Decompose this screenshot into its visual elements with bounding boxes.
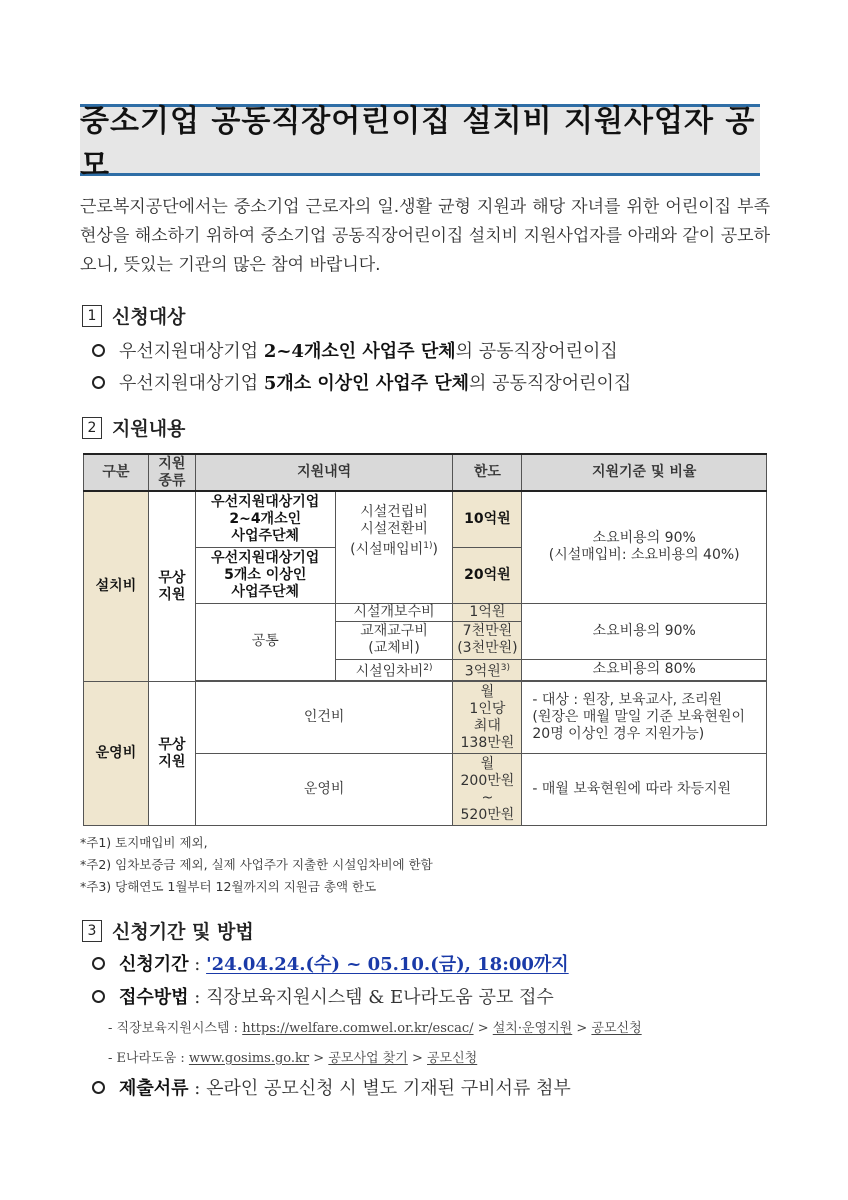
gosims-link[interactable]: www.gosims.go.kr xyxy=(188,1051,310,1066)
labor-item: 인건비 xyxy=(195,682,453,754)
criteria-common: 소요비용의 90% xyxy=(522,603,767,659)
common-label: 공통 xyxy=(195,603,335,681)
docs-row: 제출서류 : 온라인 공모신청 시 별도 기재된 구비서류 첨부 xyxy=(92,1074,571,1100)
period-row: 신청기간 : '24.04.24.(수) ~ 05.10.(금), 18:00까지 xyxy=(92,950,569,976)
footnote-2: *주2) 임차보증금 제외, 실제 사업주가 지출한 시설임차비에 한함 xyxy=(80,857,433,872)
section-3-heading xyxy=(82,917,254,944)
labor-criteria: - 대상 : 원장, 보육교사, 조리원 (원장은 매월 말일 기준 보육현원이 20명 이상인 경우 지원가능) xyxy=(522,682,767,754)
opex-item: 운영비 xyxy=(195,754,453,826)
group-5plus: 우선지원대상기업 5개소 이상인 사업주단체 xyxy=(195,547,335,603)
section-title: 지원내용 xyxy=(112,418,186,440)
limit-10: 10억원 xyxy=(453,491,522,547)
improve-item: 시설개보수비 xyxy=(335,603,453,621)
opex-limit: 월 200만원 ~ 520만원 xyxy=(453,754,522,826)
improve-limit: 1억원 xyxy=(453,603,522,621)
footnote-3: *주3) 당해연도 1월부터 12월까지의 지원금 총액 한도 xyxy=(80,879,377,894)
section-number: 1 xyxy=(82,305,102,327)
rent-limit: 3억원$^{3)}$ xyxy=(453,659,522,681)
support-table xyxy=(83,453,767,826)
section-number: 3 xyxy=(82,920,102,942)
period-value: '24.04.24.(수) ~ 05.10.(금), 18:00까지 xyxy=(206,954,569,975)
setup-items: 시설건립비 시설전환비 (시설매입비$^{1)}$) xyxy=(335,491,453,603)
section-number: 2 xyxy=(82,417,102,439)
type-operation: 무상 지원 xyxy=(148,682,195,826)
section-1-heading xyxy=(82,302,185,329)
circle-bullet-icon xyxy=(92,990,105,1003)
material-item: 교재교구비 (교체비) xyxy=(335,621,453,659)
footnote-1: *주1) 토지매입비 제외, xyxy=(80,835,208,850)
intro-paragraph: 근로복지공단에서는 중소기업 근로자의 일.생활 균형 지원과 해당 자녀를 위한 어린이집 부족 현상을 해소하기 위하여 중소기업 공동직장어린이집 설치비 지원사업자를 아래와 같이 공모하오니, 뜻있는 기관의 많은 참여 바랍니다. xyxy=(80,197,770,275)
header-category: 구분 xyxy=(84,454,149,491)
path-find-project[interactable]: 공모사업 찾기 xyxy=(328,1051,408,1066)
target-item-1: 우선지원대상기업 2~4개소인 사업주 단체의 공동직장어린이집 xyxy=(92,337,618,363)
category-operation: 운영비 xyxy=(84,682,149,826)
header-limit: 한도 xyxy=(453,454,522,491)
title-box xyxy=(80,104,760,183)
circle-bullet-icon xyxy=(92,1081,105,1094)
page-title: 중소기업 공동직장어린이집 설치비 지원사업자 공모 xyxy=(80,104,756,183)
circle-bullet-icon xyxy=(92,376,105,389)
circle-bullet-icon xyxy=(92,957,105,970)
category-setup: 설치비 xyxy=(84,491,149,682)
limit-20: 20억원 xyxy=(453,547,522,603)
labor-limit: 월 1인당 최대 138만원 xyxy=(453,682,522,754)
material-limit: 7천만원 (3천만원) xyxy=(453,621,522,659)
header-type: 지원 종류 xyxy=(148,454,195,491)
section-2-heading xyxy=(82,414,185,441)
section-title: 신청대상 xyxy=(112,306,186,328)
circle-bullet-icon xyxy=(92,344,105,357)
method-row: 접수방법 : 직장보육지원시스템 & E나라도움 공모 접수 xyxy=(92,983,554,1009)
criteria-rent: 소요비용의 80% xyxy=(522,659,767,681)
footnotes xyxy=(80,832,433,898)
header-details: 지원내역 xyxy=(195,454,453,491)
header-criteria: 지원기준 및 비율 xyxy=(522,454,767,491)
path-apply[interactable]: 공모신청 xyxy=(591,1021,642,1036)
rent-item: 시설임차비$^{2)}$ xyxy=(335,659,453,681)
welfare-link[interactable]: https://welfare.comwel.or.kr/escac/ xyxy=(242,1021,474,1036)
method-sub-2: - E나라도움 : www.gosims.go.kr > 공모사업 찾기 > 공모신청 xyxy=(108,1051,478,1066)
path-setup-support[interactable]: 설치·운영지원 xyxy=(492,1021,573,1036)
opex-criteria: - 매월 보육현원에 따라 차등지원 xyxy=(522,754,767,826)
criteria-setup: 소요비용의 90% (시설매입비: 소요비용의 40%) xyxy=(522,491,767,603)
target-item-2: 우선지원대상기업 5개소 이상인 사업주 단체의 공동직장어린이집 xyxy=(92,369,631,395)
method-sub-1: - 직장보육지원시스템 : https://welfare.comwel.or.kr/escac/ > 설치·운영지원 > 공모신청 xyxy=(108,1021,642,1036)
type-setup: 무상 지원 xyxy=(148,491,195,682)
path-apply-2[interactable]: 공모신청 xyxy=(427,1051,478,1066)
group-2to4: 우선지원대상기업 2~4개소인 사업주단체 xyxy=(195,491,335,547)
section-title: 신청기간 및 방법 xyxy=(112,921,254,943)
